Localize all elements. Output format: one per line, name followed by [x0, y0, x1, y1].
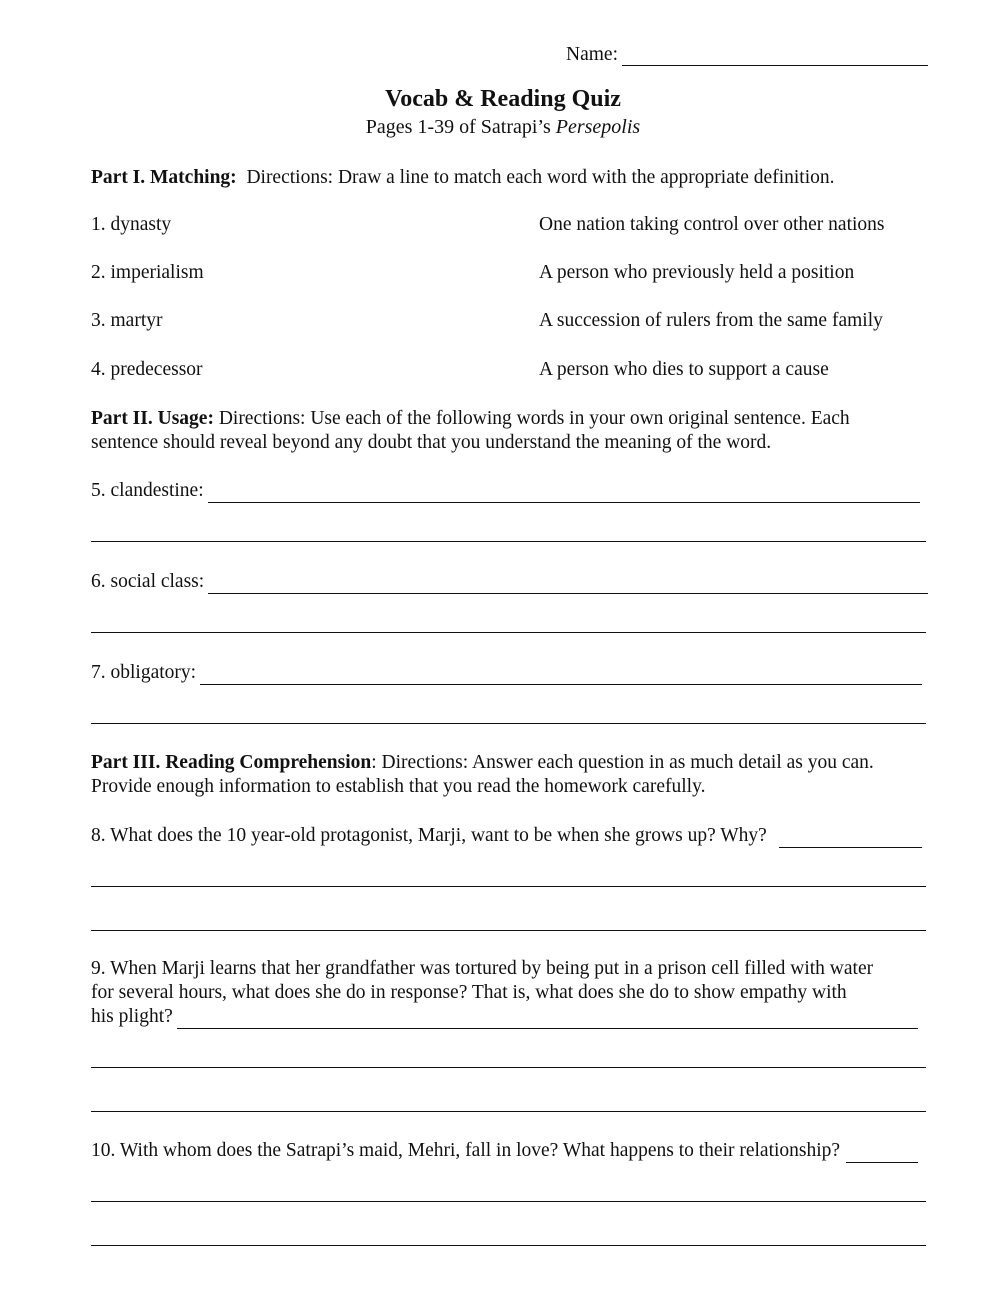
question-9-line-1: 9. When Marji learns that her grandfather was tortured by being put in a prison cell filled with water — [91, 958, 874, 979]
match-definition-2: A person who previously held a position — [539, 262, 855, 283]
question-10-text: 10. With whom does the Satrapi’s maid, Mehri, fall in love? What happens to their relationship? — [91, 1140, 841, 1161]
answer-line[interactable] — [779, 828, 922, 848]
match-word-3: 3. martyr — [91, 310, 163, 331]
question-8 — [91, 824, 922, 848]
answer-line[interactable] — [200, 665, 922, 685]
answer-line[interactable] — [91, 886, 926, 887]
part2-directions-2: sentence should reveal beyond any doubt that you understand the meaning of the word. — [91, 432, 772, 453]
name-field[interactable] — [566, 44, 928, 66]
usage-word-7: 7. obligatory: — [91, 662, 197, 683]
question-10 — [91, 1139, 918, 1163]
book-title: Persepolis — [555, 116, 641, 138]
part3-heading: Part III. Reading Comprehension — [91, 752, 372, 773]
answer-line[interactable] — [91, 930, 926, 931]
answer-line[interactable] — [91, 632, 926, 633]
part2-directions-1: Directions: Use each of the following words in your own original sentence. Each — [218, 408, 850, 429]
answer-line[interactable] — [91, 541, 926, 542]
answer-line[interactable] — [91, 723, 926, 724]
answer-line[interactable] — [91, 1111, 926, 1112]
usage-word-6: 6. social class: — [91, 571, 205, 592]
name-blank[interactable] — [622, 45, 928, 66]
part2-heading-row — [91, 407, 926, 431]
part3-directions-2: Provide enough information to establish that you read the homework carefully. — [91, 776, 706, 797]
match-word-1: 1. dynasty — [91, 214, 172, 235]
match-definition-3: A succession of rulers from the same family — [539, 310, 883, 331]
answer-line[interactable] — [846, 1143, 918, 1163]
match-word-2: 2. imperialism — [91, 262, 204, 283]
match-word-4: 4. predecessor — [91, 359, 203, 380]
answer-line[interactable] — [208, 483, 920, 503]
part3-heading-row — [91, 751, 926, 775]
name-label: Name: — [566, 44, 618, 65]
match-definition-1: One nation taking control over other nations — [539, 214, 885, 235]
usage-item-6 — [91, 570, 928, 594]
part1-heading-row — [91, 166, 926, 190]
subtitle-prefix: Pages 1-39 of Satrapi’s — [365, 116, 551, 138]
answer-line[interactable] — [91, 1245, 926, 1246]
question-9-line-3 — [91, 1005, 918, 1029]
answer-line[interactable] — [91, 1067, 926, 1068]
question-8-text: 8. What does the 10 year-old protagonist, Marji, want to be when she grows up? Why? — [91, 825, 767, 846]
match-definition-4: A person who dies to support a cause — [539, 359, 829, 380]
part2-heading: Part II. Usage: — [91, 408, 214, 429]
quiz-subtitle — [0, 116, 1006, 139]
part3-directions-1: : Directions: Answer each question in as much detail as you can. — [371, 752, 874, 773]
part1-heading: Part I. Matching: — [91, 167, 237, 188]
question-9-text: his plight? — [91, 1006, 173, 1027]
usage-item-5 — [91, 479, 920, 503]
answer-line[interactable] — [208, 574, 928, 594]
answer-line[interactable] — [91, 1201, 926, 1202]
usage-word-5: 5. clandestine: — [91, 480, 204, 501]
answer-line[interactable] — [177, 1009, 918, 1029]
usage-item-7 — [91, 661, 922, 685]
question-9-line-2: for several hours, what does she do in response? That is, what does she do to show empathy with — [91, 982, 847, 1003]
quiz-title: Vocab & Reading Quiz — [385, 86, 621, 112]
part1-directions: Directions: Draw a line to match each word with the appropriate definition. — [246, 167, 835, 188]
